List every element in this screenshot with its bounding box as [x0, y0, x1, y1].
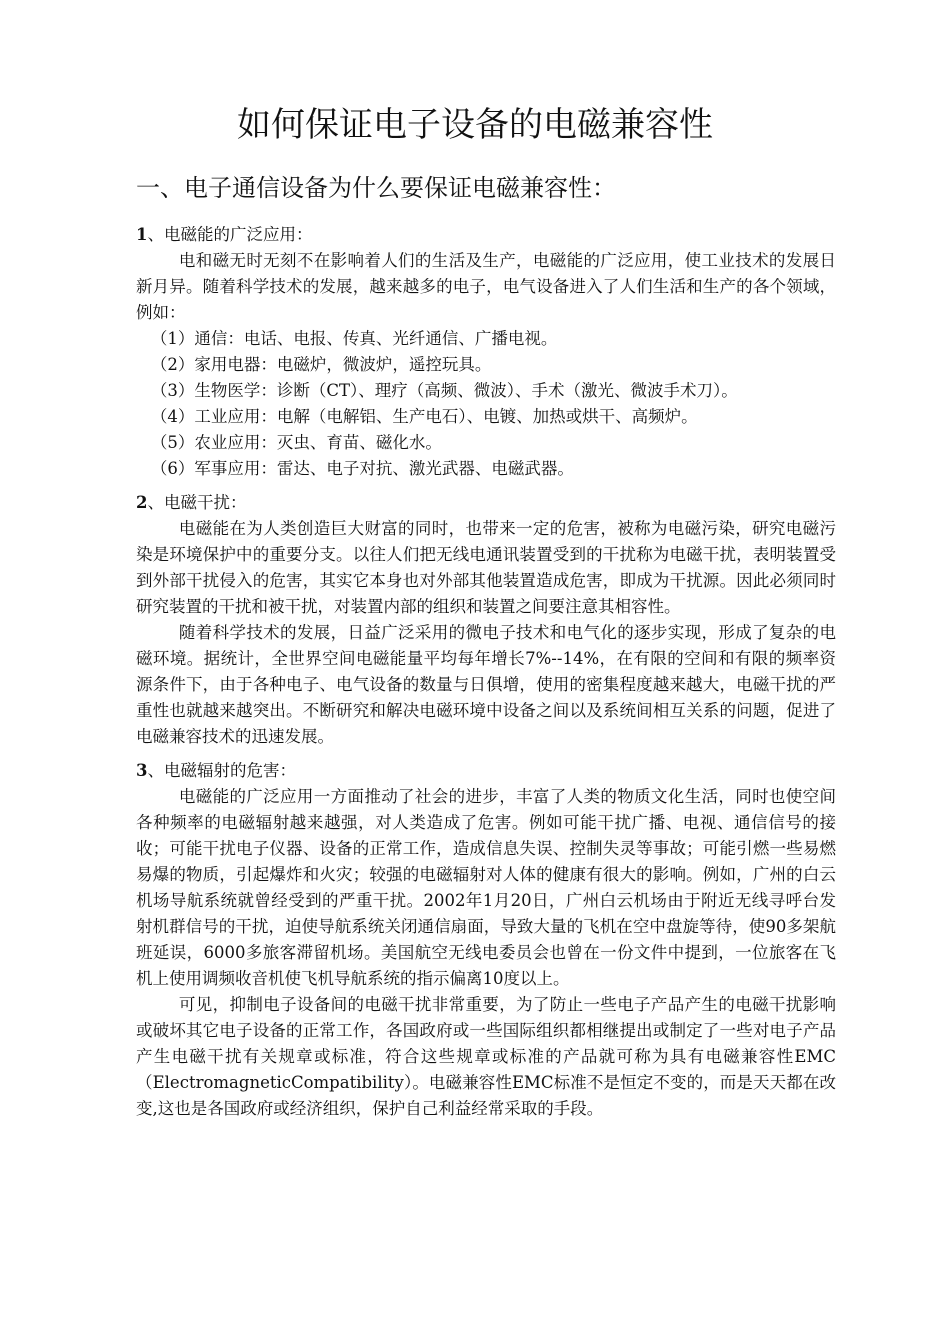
subheading-3 [136, 758, 836, 784]
document-body [136, 222, 836, 1122]
paragraph: 随着科学技术的发展，日益广泛采用的微电子技术和电气化的逐步实现，形成了复杂的电磁环境。据统计，全世界空间电磁能量平均每年增长7%--14%，在有限的空间和有限的频率资源条件下，由于各种电子、电气设备的数量与日俱增，使用的密集程度越来越大，电磁干扰的严重性也就越来越突出。不断研究和解决电磁环境中设备之间以及系统间相互关系的问题，促进了电磁兼容技术的迅速发展。 [136, 623, 836, 746]
paragraph: 电磁能在为人类创造巨大财富的同时，也带来一定的危害，被称为电磁污染，研究电磁污染是环境保护中的重要分支。以往人们把无线电通讯装置受到的干扰称为电磁干扰，表明装置受到外部干扰侵入的危害，其实它本身也对外部其他装置造成危害，即成为干扰源。因此必须同时研究装置的干扰和被干扰，对装置内部的组织和装置之间要注意其相容性。 [136, 519, 836, 616]
paragraph: 电和磁无时无刻不在影响着人们的生活及生产，电磁能的广泛应用，使工业技术的发展日新月异。随着科学技术的发展，越来越多的电子，电气设备进入了人们生活和生产的各个领域，例如： [136, 251, 836, 322]
subheading-1 [136, 222, 836, 248]
subheading-text: 、电磁干扰： [147, 493, 247, 512]
list-item: （3）生物医学：诊断（CT）、理疗（高频、微波）、手术（激光、微波手术刀）。 [150, 381, 738, 400]
paragraph: 可见，抑制电子设备间的电磁干扰非常重要，为了防止一些电子产品产生的电磁干扰影响或破坏其它电子设备的正常工作，各国政府或一些国际组织都相继提出或制定了一些对电子产品产生电磁干扰有关规章或标准，符合这些规章或标准的产品就可称为具有电磁兼容性EMC（ElectromagneticCompatibility）。电磁兼容性EMC标准不是恒定不变的，而是天天都在改变,这也是各国政府或经济组织，保护自己利益经常采取的手段。 [136, 995, 836, 1118]
section-heading: 一、电子通信设备为什么要保证电磁兼容性： [136, 174, 616, 202]
list-item: （1）通信：电话、电报、传真、光纤通信、广播电视。 [150, 329, 558, 348]
subheading-number: 1 [136, 225, 148, 244]
list-item: （5）农业应用：灭虫、育苗、磁化水。 [150, 433, 442, 452]
subheading-text: 、电磁能的广泛应用： [147, 225, 313, 244]
list-item: （6）军事应用：雷达、电子对抗、激光武器、电磁武器。 [150, 459, 574, 478]
subheading-2 [136, 490, 836, 516]
subheading-number: 3 [136, 761, 148, 780]
paragraph: 电磁能的广泛应用一方面推动了社会的进步，丰富了人类的物质文化生活，同时也使空间各种频率的电磁辐射越来越强，对人类造成了危害。例如可能干扰广播、电视、通信信号的接收；可能干扰电子仪器、设备的正常工作，造成信息失误、控制失灵等事故；可能引燃一些易燃易爆的物质，引起爆炸和火灾；较强的电磁辐射对人体的健康有很大的影响。例如，广州的白云机场导航系统就曾经受到的严重干扰。2002年1月20日，广州白云机场由于附近无线寻呼台发射机群信号的干扰，迫使导航系统关闭通信扇面，导致大量的飞机在空中盘旋等待，使90多架航班延误，6000多旅客滞留机场。美国航空无线电委员会也曾在一份文件中提到，一位旅客在飞机上使用调频收音机使飞机导航系统的指示偏离10度以上。 [136, 787, 836, 988]
subheading-text: 、电磁辐射的危害： [147, 761, 296, 780]
list-item: （4）工业应用：电解（电解铝、生产电石）、电镀、加热或烘干、高频炉。 [150, 407, 698, 426]
subheading-number: 2 [136, 493, 148, 512]
document-title: 如何保证电子设备的电磁兼容性 [237, 105, 713, 145]
list-item: （2）家用电器：电磁炉，微波炉，遥控玩具。 [150, 355, 492, 374]
